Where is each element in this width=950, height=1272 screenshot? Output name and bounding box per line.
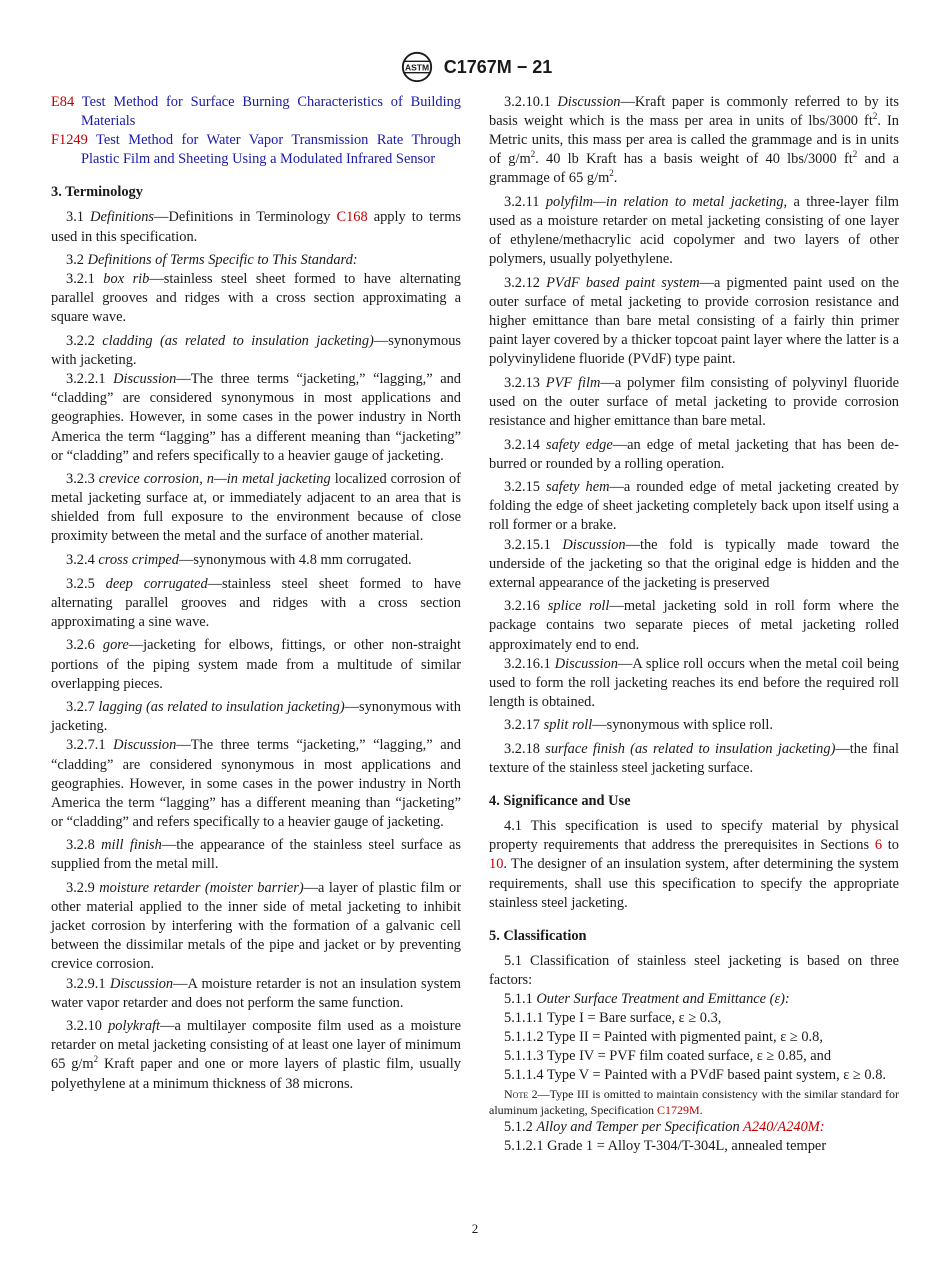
paragraph: 3.2.7.1 Discussion—The three terms “jacketing,” “lagging,” and “cladding” are considered synonymous in most applications and geographies. However, in some cases in the power industry in North America the term “lagging” has a different meaning than “jacketing” or “cladding” and refers specifically to a heavier gauge of jacketing.: [51, 737, 461, 830]
paragraph: 5.1.1.1 Type I = Bare surface, ε ≥ 0.3,: [504, 1010, 722, 1027]
paragraph: 3.2.7 lagging (as related to insulation jacketing)—synonymous with jacketing.: [51, 699, 461, 735]
paragraph: 5.1 Classification of stainless steel jacketing is based on three factors:: [489, 952, 899, 988]
paragraph: 5.1.1.2 Type II = Painted with pigmented paint, ε ≥ 0.8,: [504, 1029, 823, 1046]
paragraph: 3.2.17 split roll—synonymous with splice roll.: [504, 717, 773, 734]
paragraph: 3.2.9 moisture retarder (moister barrier)—a layer of plastic film or other material applied to the inner side of metal jacketing to inhibit jacket corrosion by interfering with the formation of a galvanic cell between the dissimilar metals of the pipe and jacket or by preventing crevice corrosion.: [51, 880, 461, 973]
reference-f1249: [51, 131, 461, 169]
paragraph: 5.1.1.4 Type V = Painted with a PVdF based paint system, ε ≥ 0.8.: [504, 1067, 887, 1084]
paragraph: 3.2.1 box rib—stainless steel sheet formed to have alternating parallel grooves and ridges with a cross section approximating a square wave.: [51, 271, 461, 326]
paragraph: 3.1 Definitions—Definitions in Terminology C168 apply to terms used in this specification.: [51, 209, 461, 245]
paragraph: 3.2.10 polykraft—a multilayer composite film used as a moisture retarder on metal jacketing consisting of at least one layer of minimum 65 $g/m^2$ Kraft paper and one or more layers of plastic film, usually polyethylene at a minimum thickness of 38 microns.: [51, 1018, 461, 1092]
paragraph: 3.2.6 gore—jacketing for elbows, fittings, or other non-straight portions of the piping system made from a multitude of similar overlapping pieces.: [51, 637, 461, 692]
paragraph: 5.1.2.1 Grade 1 = Alloy T-304/T-304L, annealed temper: [504, 1137, 827, 1154]
astm-logo-icon: [398, 50, 436, 84]
paragraph: 5.1.1.3 Type IV = PVF film coated surface, ε ≥ 0.85, and: [504, 1048, 832, 1065]
link-c1729m[interactable]: C1729M: [656, 1102, 700, 1117]
paragraph: 3.2.18 surface finish (as related to insulation jacketing)—the final texture of the stainless steel jacketing surface.: [489, 741, 899, 777]
paragraph: 5.1.2 Alloy and Temper per Specification A240/A240M:: [504, 1118, 825, 1135]
svg-text:ASTM: ASTM: [404, 62, 429, 73]
paragraph: 3.2.13 PVF film—a polymer film consisting of polyvinyl fluoride used on the outer surface of metal jacketing to provide corrosion resistance and higher emittance than bare metal.: [489, 374, 900, 429]
page-header: [0, 50, 950, 84]
note: Note 2—Type III is omitted to maintain consistency with the similar standard for aluminum jacketing, Specification C1729M.: [489, 1086, 900, 1117]
paragraph: 3.2 Definitions of Terms Specific to This Standard:: [66, 252, 358, 269]
paragraph: 3.2.3 crevice corrosion, n—in metal jacketing localized corrosion of metal jacketing surface at, or immediately adjacent to an area that is shielded from full exposure to the environment because of close proximity between the metal and the surface of another material.: [51, 471, 461, 545]
paragraph: 3.2.9.1 Discussion—A moisture retarder is not an insulation system water vapor retarder and does not perform the same function.: [51, 975, 461, 1011]
paragraph: 3.2.4 cross crimped—synonymous with 4.8 mm corrugated.: [66, 552, 412, 569]
paragraph: 3.2.16 splice roll—metal jacketing sold in roll form where the package contains two separate pieces of metal jacketing rolled approximately end to end.: [489, 598, 899, 653]
paragraph: 3.2.12 PVdF based paint system—a pigmented paint used on the outer surface of metal jacketing to provide corrosion resistance and higher emittance than bare metal consisting of a fairly thin primer paint layer covered by a thicker topcoat paint layer where the latter is a polyvinylidene fluoride (PVdF) type paint.: [489, 274, 899, 368]
paragraph: 3.2.8 mill finish—the appearance of the stainless steel surface as supplied from the metal mill.: [51, 837, 461, 873]
ref-code-link[interactable]: F1249: [51, 132, 88, 149]
ref-title-link[interactable]: Test Method for Surface Burning Characteristics of Building Materials: [81, 94, 461, 130]
ref-title-link[interactable]: Test Method for Water Vapor Transmission Rate Through Plastic Film and Sheeting Using a Modulated Infrared Sensor: [81, 132, 462, 168]
link-a240[interactable]: A240/A240M:: [743, 1118, 825, 1135]
section-heading: 5. Classification: [489, 927, 587, 944]
right-column: [489, 93, 899, 1156]
designation: C1767M − 21: [443, 56, 553, 77]
paragraph: 3.2.5 deep corrugated—stainless steel sheet formed to have alternating parallel grooves and ridges with a cross section approximating a sine wave.: [51, 575, 461, 630]
paragraph: 3.2.15.1 Discussion—the fold is typically made toward the underside of the jacketing so that the original edge is hidden and the external appearance of the jacketing is preserved: [489, 536, 899, 591]
paragraph: 4.1 This specification is used to specify material by physical property requirements that address the prerequisites in Sections 6 to 10. The designer of an insulation system, after determining the system requirements, shall use this specification to specify the appropriate stainless steel jacketing.: [489, 818, 899, 911]
paragraph: 5.1.1 Outer Surface Treatment and Emittance (ε):: [504, 991, 790, 1008]
paragraph: 3.2.2.1 Discussion—The three terms “jacketing,” “lagging,” and “cladding” are considered synonymous in most applications and geographies. However, in some cases in the power industry in North America the term “lagging” has a different meaning than “jacketing” or “cladding” and refers specifically to a heavier gauge of jacketing.: [51, 371, 461, 464]
link-section-6[interactable]: 6: [874, 837, 883, 854]
link-section-10[interactable]: 10: [489, 856, 504, 873]
section-heading: 4. Significance and Use: [489, 793, 631, 810]
paragraph: 3.2.15 safety hem—a rounded edge of metal jacketing created by folding the edge of sheet jacketing completely back upon itself using a roll former or a brake.: [489, 479, 899, 534]
left-column: [51, 93, 461, 1094]
paragraph: 3.2.11 polyfilm—in relation to metal jacketing, a three-layer film used as a moisture retarder on metal jacketing consisting of one layer of ethylene/methacrylic acid copolymer and two layers of other polymers, usually polyethylene.: [489, 193, 899, 268]
reference-e84: [51, 93, 461, 131]
paragraph: 3.2.2 cladding (as related to insulation jacketing)—synonymous with jacketing.: [51, 333, 461, 369]
page-number: 2: [471, 1221, 479, 1236]
link-c168[interactable]: C168: [336, 209, 368, 226]
paragraph: 3.2.14 safety edge—an edge of metal jacketing that has been de-burred or rounded by a rolling operation.: [489, 436, 899, 472]
paragraph: 3.2.10.1 Discussion—Kraft paper is commonly referred to by its basis weight which is the mass per area in units of lbs/3000 $ft^2$. In Metric units, this mass per area is called the grammage and is in units of $g/m^2$. 40 lb Kraft has a basis weight of 40 lbs/3000 $ft^2$ and a grammage of 65 $g/m^2$.: [489, 94, 900, 187]
section-heading: 3. Terminology: [51, 184, 143, 201]
paragraph: 3.2.16.1 Discussion—A splice roll occurs when the metal coil being used to form the roll jacketing reaches its end before the required roll length is obtained.: [489, 655, 899, 710]
ref-code-link[interactable]: E84: [51, 94, 75, 110]
